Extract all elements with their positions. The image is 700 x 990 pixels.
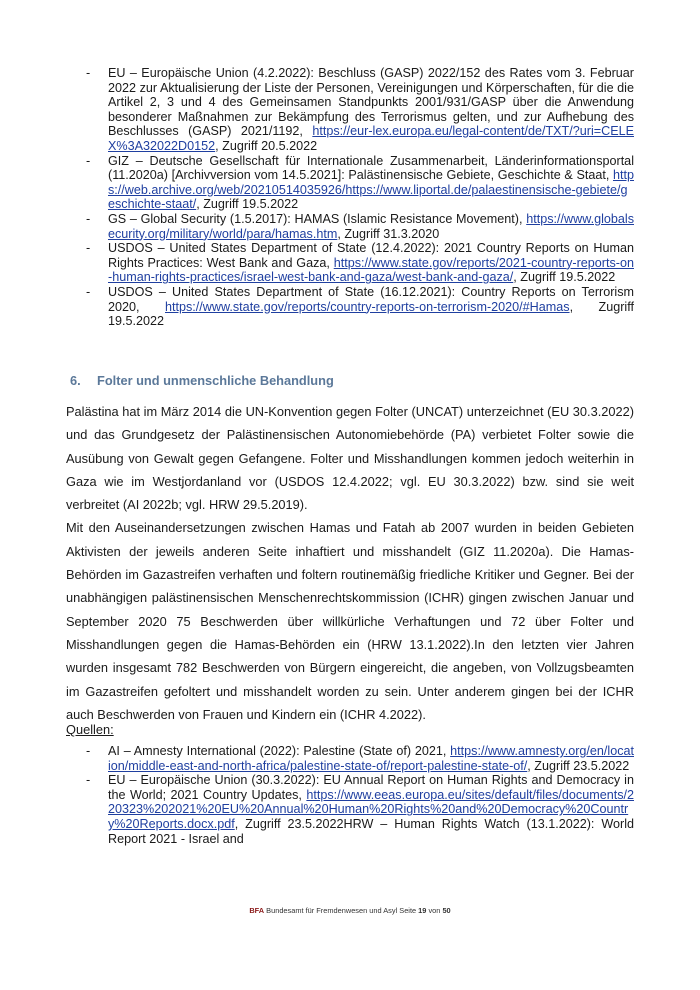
reference-link[interactable]: https://web.archive.org/web/20210514035926/https://www.liportal.de/palaestinensische-gebiete/geschichte-staat/ <box>108 168 634 212</box>
reference-item <box>86 211 634 241</box>
reference-item <box>86 773 634 846</box>
reference-text: GIZ – Deutsche Gesellschaft für Internationale Zusammenarbeit, Länderinformationsportal (11.2020a) [Archivversion vom 14.5.2021]: Palästinensische Gebiete, Geschichte & Staat, <box>108 153 634 183</box>
section-body <box>66 400 634 726</box>
page-footer <box>0 906 700 915</box>
bullet-dash: - <box>86 773 91 788</box>
reference-item <box>86 66 634 154</box>
reference-access-date: , Zugriff 19.5.2022 <box>513 270 616 285</box>
bullet-dash: - <box>86 284 91 299</box>
reference-text: GS – Global Security (1.5.2017): HAMAS (Islamic Resistance Movement), <box>108 211 527 226</box>
bullet-dash: - <box>86 153 91 168</box>
footer-of: von <box>426 906 443 915</box>
reference-list-bottom <box>86 744 634 846</box>
section-title: Folter und unmenschliche Behandlung <box>97 373 334 388</box>
reference-text: EU – Europäische Union (4.2.2022): Beschluss (GASP) 2022/152 des Rates vom 3. Februar 2022 zur Aktualisierung der Liste der Personen, Vereinigungen und Körperschaften, für die die Artikel 2, 3 und 4 des Gemeinsamen Standpunkts 2001/931/GASP über die Anwendung besonderer Maßnahmen zur Bekämpfung des Terrorismus gelten, und zur Aufhebung des Beschlusses (GASP) 2021/1192, <box>108 66 634 139</box>
reference-text: USDOS – United States Department of State (16.12.2021): Country Reports on Terrorism 2020, <box>108 284 634 314</box>
reference-item <box>86 744 634 773</box>
section-heading <box>70 373 334 388</box>
reference-item <box>86 241 634 285</box>
reference-text: EU – Europäische Union (30.3.2022): EU Annual Report on Human Rights and Democracy in the World; 2021 Country Updates, <box>108 773 634 802</box>
reference-access-date: , Zugriff 19.5.2022 <box>108 299 634 329</box>
reference-text: AI – Amnesty International (2022): Palestine (State of) 2021, <box>108 744 451 758</box>
body-paragraph: Palästina hat im März 2014 die UN-Konvention gegen Folter (UNCAT) unterzeichnet (EU 30.3.2022) und das Grundgesetz der Palästinensischen Autonomiebehörde (PA) verbietet Folter sowie die Ausübung von Gewalt gegen Gefangene. Folter und Misshandlungen kommen jedoch weiterhin in Gaza wie im Westjordanland vor (USDOS 12.4.2022; vgl. EU 30.3.2022) bzw. sind sie weit verbreitet (AI 2022b; vgl. HRW 29.5.2019). <box>66 404 634 513</box>
bullet-dash: - <box>86 211 91 226</box>
body-paragraph: Mit den Auseinandersetzungen zwischen Hamas und Fatah ab 2007 wurden in beiden Gebieten Aktivisten der jeweils anderen Seite inhaftiert und misshandelt (GIZ 11.2020a). Die Hamas-Behörden im Gazastreifen verhaften und foltern routinemäßig friedliche Kritiker und Gegner. Bei der unabhängigen palästinensischen Menschenrechtskommission (ICHR) gingen zwischen Januar und September 2020 75 Beschwerden über willkürliche Verhaftungen und 72 über Folter und Misshandlungen gegen die Hamas-Behörden ein (HRW 13.1.2022).In den letzten vier Jahren wurden insgesamt 782 Beschwerden von Bürgern eingereicht, die angeben, von Vollzugsbeamten im Gazastreifen gefoltert und misshandelt worden zu sein. Unter anderem gingen bei der ICHR auch Beschwerden von Frauen und Kindern ein (ICHR 4.2022). <box>66 520 634 722</box>
sources-label: Quellen: <box>66 722 114 737</box>
reference-list-top <box>86 66 634 329</box>
reference-access-date: , Zugriff 20.5.2022 <box>215 138 318 153</box>
reference-link[interactable]: https://www.amnesty.org/en/location/middle-east-and-north-africa/palestine-state-of/report-palestine-state-of/ <box>108 744 634 773</box>
reference-link[interactable]: https://www.state.gov/reports/country-reports-on-terrorism-2020/#Hamas <box>165 299 570 314</box>
reference-link[interactable]: https://eur-lex.europa.eu/legal-content/de/TXT/?uri=CELEX%3A32022D0152 <box>108 124 634 153</box>
footer-page-total: 50 <box>442 906 451 915</box>
section-number: 6. <box>70 373 81 388</box>
bullet-dash: - <box>86 66 91 80</box>
reference-access-date: , Zugriff 23.5.2022HRW – Human Rights Watch (13.1.2022): World Report 2021 - Israel and <box>108 816 634 846</box>
reference-link[interactable]: https://www.eeas.europa.eu/sites/default/files/documents/220323%202021%20EU%20Annual%20Human%20Rights%20and%20Democracy%20Country%20Reports.docx.pdf <box>108 787 634 831</box>
footer-page-number: 19 <box>418 906 427 915</box>
footer-org: Bundesamt für Fremdenwesen und Asyl Seite <box>264 906 419 915</box>
reference-link[interactable]: https://www.state.gov/reports/2021-country-reports-on-human-rights-practices/israel-west-bank-and-gaza/west-bank-and-gaza/ <box>108 255 634 285</box>
reference-access-date: , Zugriff 19.5.2022 <box>196 197 299 212</box>
reference-item <box>86 153 634 212</box>
reference-access-date: , Zugriff 31.3.2020 <box>337 226 440 241</box>
reference-item <box>86 284 634 329</box>
reference-link[interactable]: https://www.globalsecurity.org/military/world/para/hamas.htm <box>108 211 634 241</box>
reference-access-date: , Zugriff 23.5.2022 <box>527 758 630 773</box>
bullet-dash: - <box>86 744 91 758</box>
reference-text: USDOS – United States Department of State (12.4.2022): 2021 Country Reports on Human Rights Practices: West Bank and Gaza, <box>108 241 634 270</box>
bullet-dash: - <box>86 241 91 256</box>
bfa-logo-text: BFA <box>249 906 265 915</box>
